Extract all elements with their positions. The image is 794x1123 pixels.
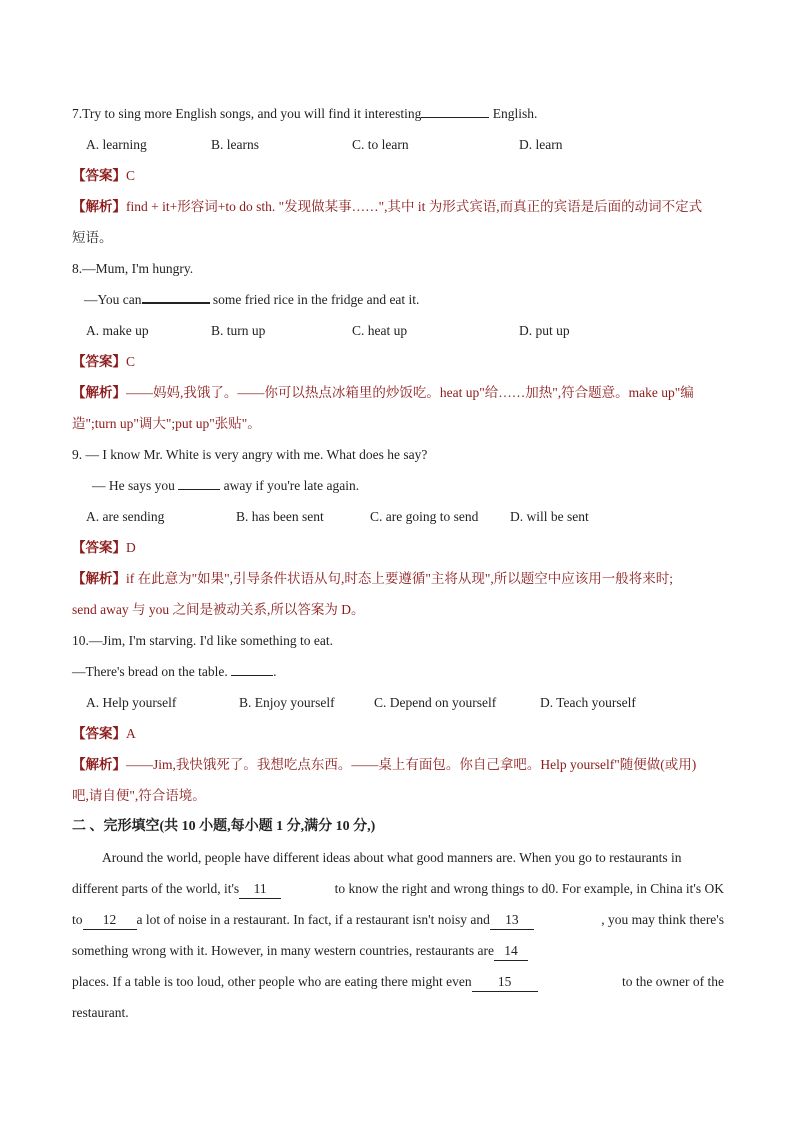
- q10-stem-text: —There's bread on the table.: [72, 664, 232, 679]
- q10-option-c: C. Depend on yourself: [374, 695, 497, 710]
- question-10-stem-1: 10.—Jim, I'm starving. I'd like something to eat.: [72, 633, 333, 648]
- blank-13: 13: [490, 911, 534, 930]
- answer-tag: 【答案】: [72, 540, 126, 555]
- q10-option-a: A. Help yourself: [86, 695, 177, 710]
- analysis-tag: 【解析】: [72, 571, 126, 586]
- question-8-stem-1: 8.—Mum, I'm hungry.: [72, 261, 194, 276]
- passage-line-2: [72, 875, 724, 906]
- q8-option-a: A. make up: [86, 323, 149, 338]
- q7-stem-text: 7.Try to sing more English songs, and you will find it interesting: [72, 106, 422, 121]
- q7-option-a: A. learning: [86, 137, 147, 152]
- q9-option-a: A. are sending: [86, 509, 165, 524]
- passage-text-a: places. If a table is too loud, other people who are eating there might even: [72, 974, 472, 989]
- blank-12: 12: [83, 911, 137, 930]
- q9-analysis: [72, 565, 724, 596]
- passage-text: [72, 968, 538, 999]
- answer-value: A: [126, 726, 136, 741]
- q8-options: [72, 317, 724, 348]
- q10-option-b: B. Enjoy yourself: [239, 695, 335, 710]
- passage-line-5: [72, 968, 724, 999]
- q9-analysis-cont: send away 与 you 之间是被动关系,所以答案为 D。: [72, 602, 365, 617]
- analysis-tag: 【解析】: [72, 385, 126, 400]
- q10-analysis-cont: 吧,请自便",符合语境。: [72, 788, 206, 803]
- q10-blank: [231, 675, 273, 676]
- question-10-stem-2: [72, 658, 724, 689]
- answer-value: D: [126, 540, 136, 555]
- passage-line-1: Around the world, people have different ideas about what good manners are. When you go to restaurants in: [102, 850, 682, 865]
- q7-blank: [421, 117, 489, 118]
- q7-analysis: [72, 193, 724, 224]
- q9-options: [72, 503, 724, 534]
- passage-text: [72, 875, 281, 906]
- passage-text-b: to the owner of the: [622, 974, 724, 989]
- question-7-stem: [72, 100, 724, 131]
- q10-analysis: [72, 751, 724, 782]
- q7-option-d: D. learn: [519, 137, 563, 152]
- passage-line-4: [72, 937, 724, 968]
- analysis-text: ——妈妈,我饿了。——你可以热点冰箱里的炒饭吃。heat up"给……加热",符合题意。make up"编: [126, 385, 694, 400]
- answer-value: C: [126, 168, 136, 183]
- q8-option-c: C. heat up: [352, 323, 408, 338]
- q8-analysis-cont: 造";turn up"调大";put up"张贴"。: [72, 416, 261, 431]
- answer-tag: 【答案】: [72, 354, 126, 369]
- q10-answer: [72, 720, 724, 751]
- q9-option-c: C. are going to send: [370, 509, 479, 524]
- q8-answer: [72, 348, 724, 379]
- q8-stem-text: —You can: [84, 292, 142, 307]
- answer-tag: 【答案】: [72, 726, 126, 741]
- blank-15: 15: [472, 973, 538, 992]
- passage-text-a: to: [72, 912, 83, 927]
- q8-option-d: D. put up: [519, 323, 570, 338]
- q9-option-b: B. has been sent: [236, 509, 324, 524]
- analysis-text: ——Jim,我快饿死了。我想吃点东西。——桌上有面包。你自己拿吧。Help yourself"随便做(或用): [126, 757, 697, 772]
- q7-options: [72, 131, 724, 162]
- passage-text-a: something wrong with it. However, in many western countries, restaurants are: [72, 943, 494, 958]
- passage-line-3: [72, 906, 724, 937]
- analysis-text: find + it+形容词+to do sth. "发现做某事……",其中 it 为形式宾语,而真正的宾语是后面的动词不定式: [126, 199, 703, 214]
- q10-options: [72, 689, 724, 720]
- q8-stem-end: some fried rice in the fridge and eat it.: [209, 292, 420, 307]
- question-9-stem-2: [72, 472, 724, 503]
- q9-stem-end: away if you're late again.: [220, 478, 360, 493]
- blank-14: 14: [494, 942, 528, 961]
- passage-text-c: , you may think there's: [601, 912, 724, 927]
- q8-analysis: [72, 379, 724, 410]
- section-2-heading: 二 、完形填空(共 10 小题,每小题 1 分,满分 10 分,): [72, 819, 376, 834]
- q9-option-d: D. will be sent: [510, 509, 589, 524]
- analysis-tag: 【解析】: [72, 757, 126, 772]
- blank-11: 11: [239, 880, 281, 899]
- analysis-tag: 【解析】: [72, 199, 126, 214]
- q8-blank: [142, 302, 210, 304]
- passage-text-b: to know the right and wrong things to d0. For example, in China it's OK: [334, 881, 724, 896]
- q7-stem-end: English.: [489, 106, 538, 121]
- q9-answer: [72, 534, 724, 565]
- passage-text-a: different parts of the world, it's: [72, 881, 240, 896]
- document-page: [72, 100, 724, 1030]
- q7-option-c: C. to learn: [352, 137, 409, 152]
- q9-blank: [178, 489, 220, 490]
- question-8-stem-2: [72, 286, 724, 317]
- q7-analysis-cont: 短语。: [72, 230, 113, 245]
- answer-value: C: [126, 354, 136, 369]
- question-9-stem-1: 9. — I know Mr. White is very angry with me. What does he say?: [72, 447, 428, 462]
- passage-text-b: a lot of noise in a restaurant. In fact, if a restaurant isn't noisy and: [136, 912, 490, 927]
- q9-stem-text: — He says you: [92, 478, 179, 493]
- q7-answer: [72, 162, 724, 193]
- answer-tag: 【答案】: [72, 168, 126, 183]
- q10-option-d: D. Teach yourself: [540, 695, 636, 710]
- q7-option-b: B. learns: [211, 137, 259, 152]
- passage-text: [72, 906, 534, 937]
- passage-line-6: restaurant.: [72, 1005, 129, 1020]
- q10-stem-end: .: [273, 664, 277, 679]
- analysis-text: if 在此意为"如果",引导条件状语从句,时态上要遵循"主将从现",所以题空中应该用一般将来时;: [126, 571, 674, 586]
- q8-option-b: B. turn up: [211, 323, 266, 338]
